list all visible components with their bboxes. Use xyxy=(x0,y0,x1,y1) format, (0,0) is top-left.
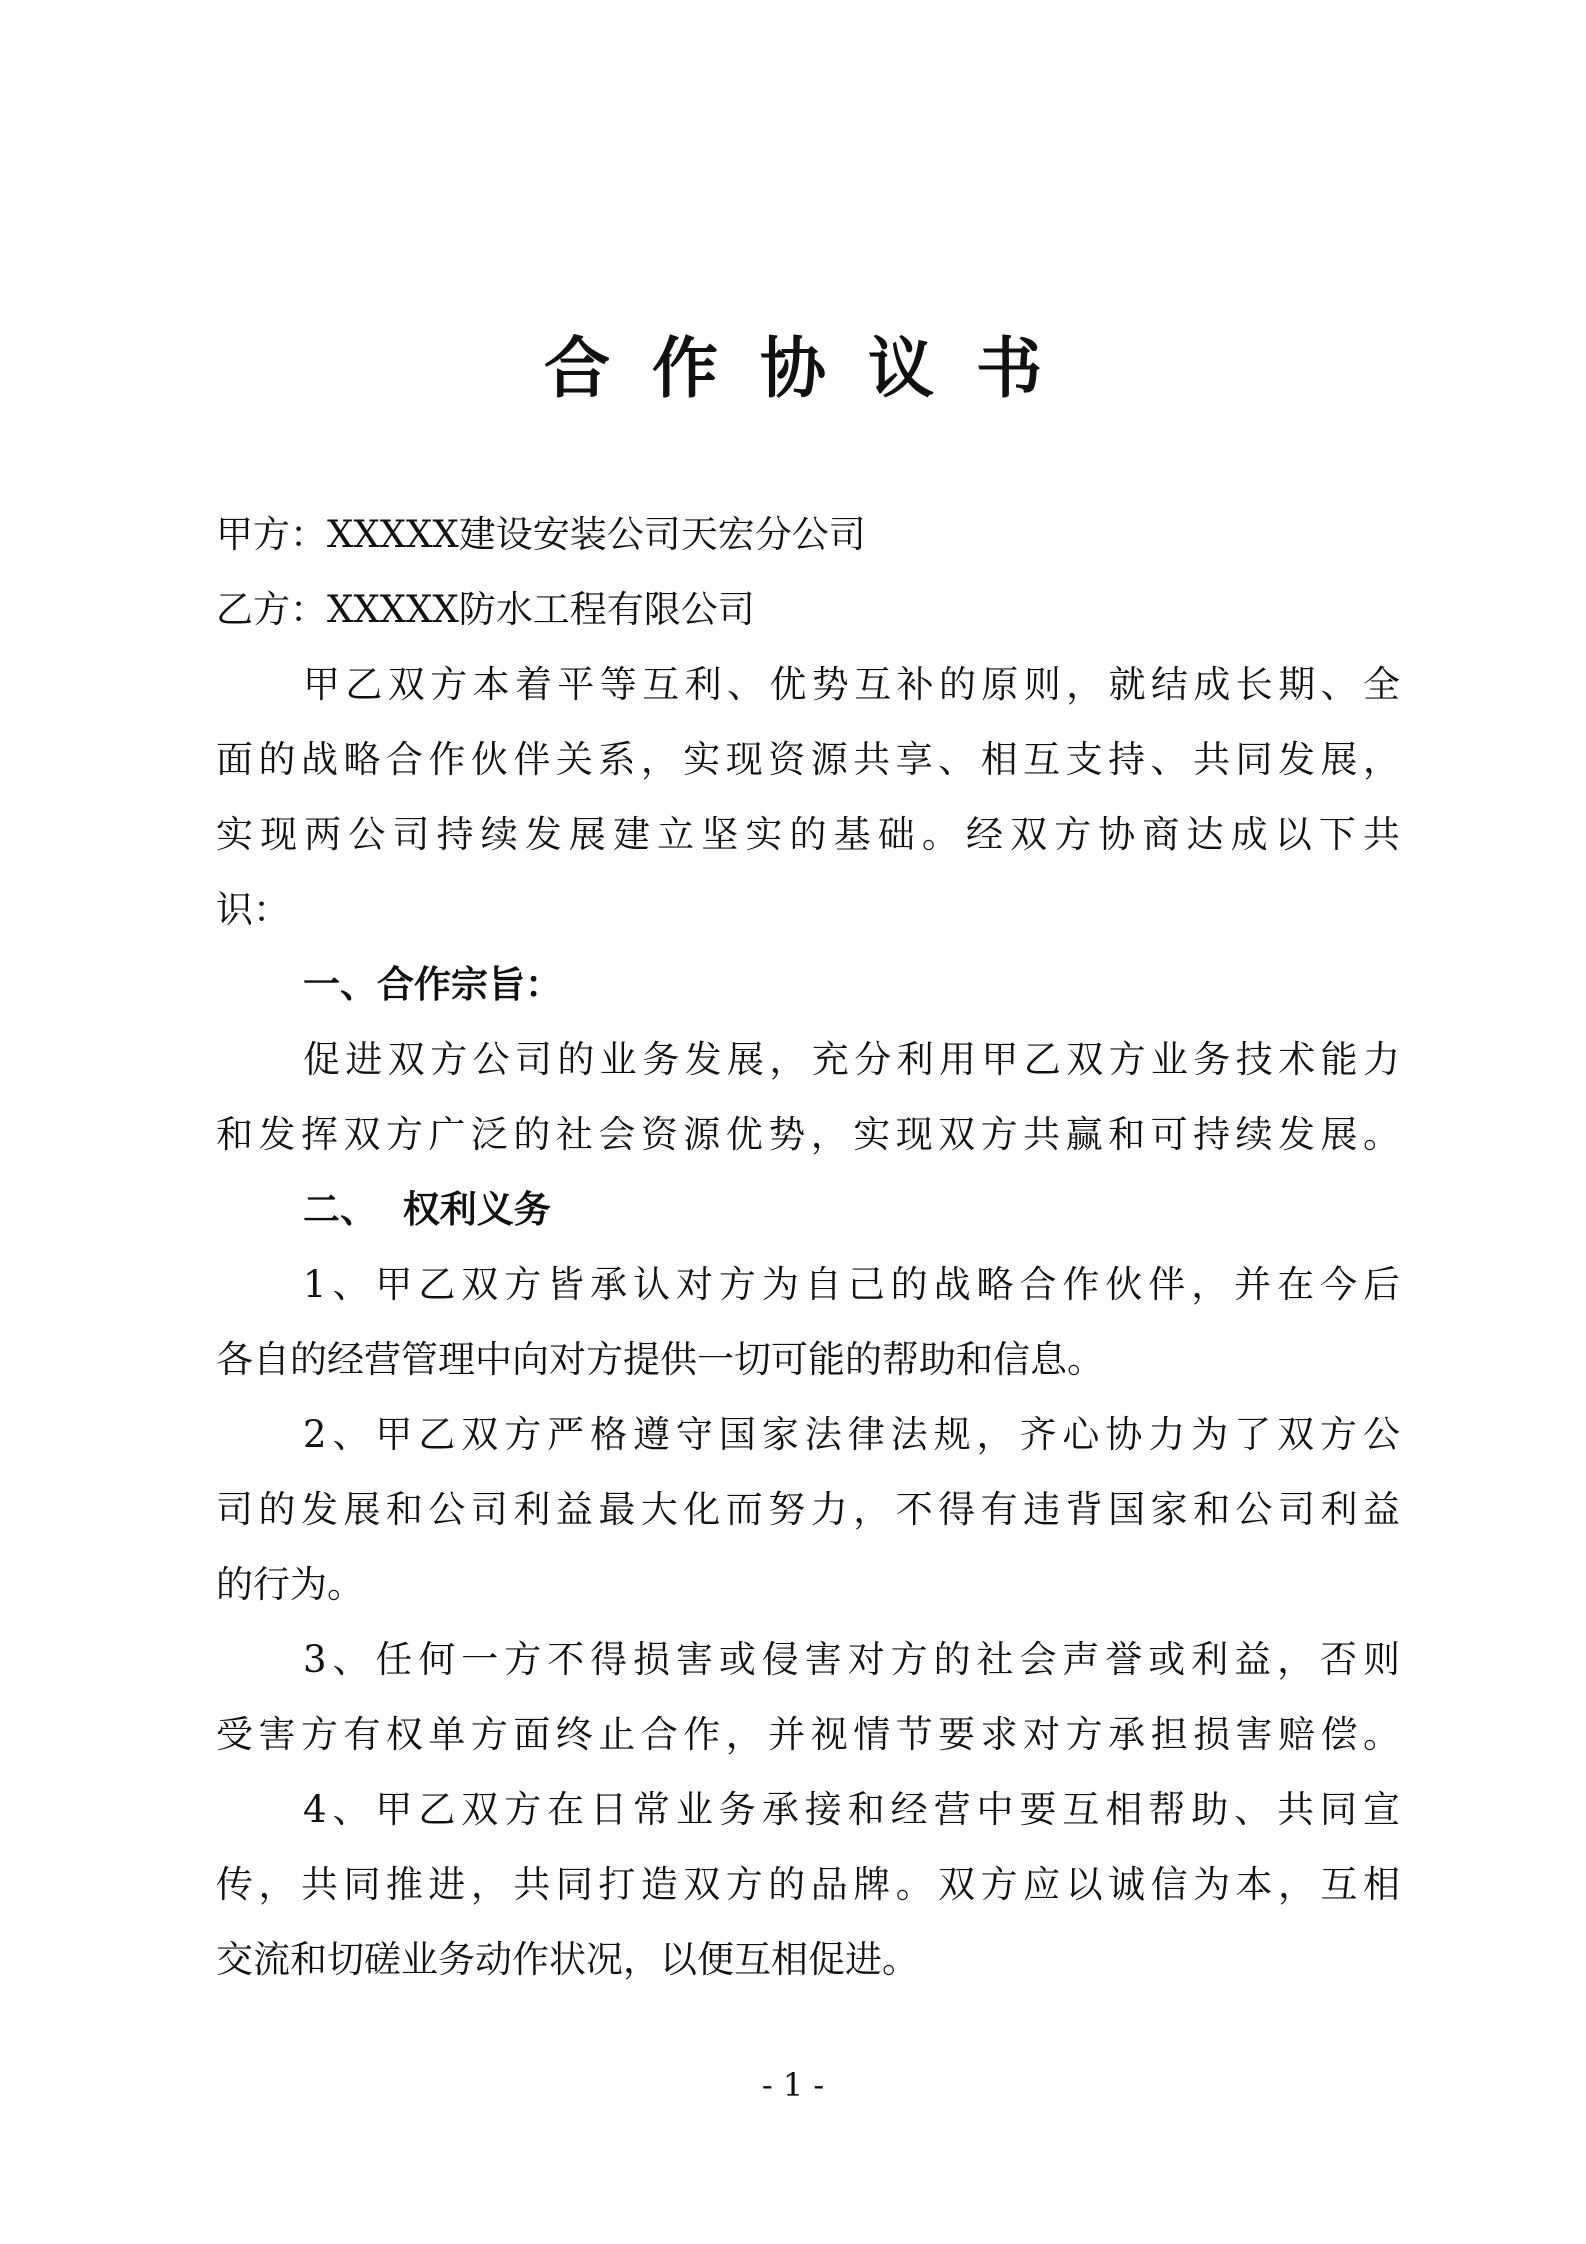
clause-line: 受害方有权单方面终止合作，并视情节要求对方承担损害赔偿。 xyxy=(216,1713,1400,1756)
intro-line: 面的战略合作伙伴关系，实现资源共享、相互支持、共同发展， xyxy=(216,738,1400,781)
section-line: 和发挥双方广泛的社会资源优势，实现双方共赢和可持续发展。 xyxy=(216,1113,1400,1156)
clause-line: 3、任何一方不得损害或侵害对方的社会声誉或利益，否则 xyxy=(303,1638,1400,1681)
page-number: - 1 - xyxy=(761,2066,825,2104)
clause-line: 2、甲乙双方严格遵守国家法律法规，齐心协力为了双方公 xyxy=(303,1413,1400,1456)
clause-line: 传，共同推进，共同打造双方的品牌。双方应以诚信为本，互相 xyxy=(216,1863,1400,1906)
clause-line: 1、甲乙双方皆承认对方为自己的战略合作伙伴，并在今后 xyxy=(303,1263,1400,1306)
intro-line: 识： xyxy=(216,888,290,931)
section-heading-rights: 二、 权利义务 xyxy=(303,1188,551,1231)
section-line: 促进双方公司的业务发展，充分利用甲乙双方业务技术能力 xyxy=(303,1038,1400,1081)
intro-line: 甲乙双方本着平等互利、优势互补的原则，就结成长期、全 xyxy=(303,663,1400,706)
clause-line: 的行为。 xyxy=(216,1563,364,1606)
clause-line: 交流和切磋业务动作状况，以便互相促进。 xyxy=(216,1938,919,1981)
intro-line: 实现两公司持续发展建立坚实的基础。经双方协商达成以下共 xyxy=(216,813,1400,856)
clause-line: 4、甲乙双方在日常业务承接和经营中要互相帮助、共同宣 xyxy=(303,1788,1400,1831)
clause-line: 各自的经营管理中向对方提供一切可能的帮助和信息。 xyxy=(216,1338,1104,1381)
section-heading-purpose: 一、合作宗旨： xyxy=(303,963,562,1006)
party-b: 乙方：XXXXX防水工程有限公司 xyxy=(216,588,755,631)
document-title: 合作协议书 xyxy=(544,329,1084,407)
clause-line: 司的发展和公司利益最大化而努力，不得有违背国家和公司利益 xyxy=(216,1488,1400,1531)
document-body xyxy=(216,497,1400,1997)
party-a: 甲方：XXXXX建设安装公司天宏分公司 xyxy=(216,513,866,556)
